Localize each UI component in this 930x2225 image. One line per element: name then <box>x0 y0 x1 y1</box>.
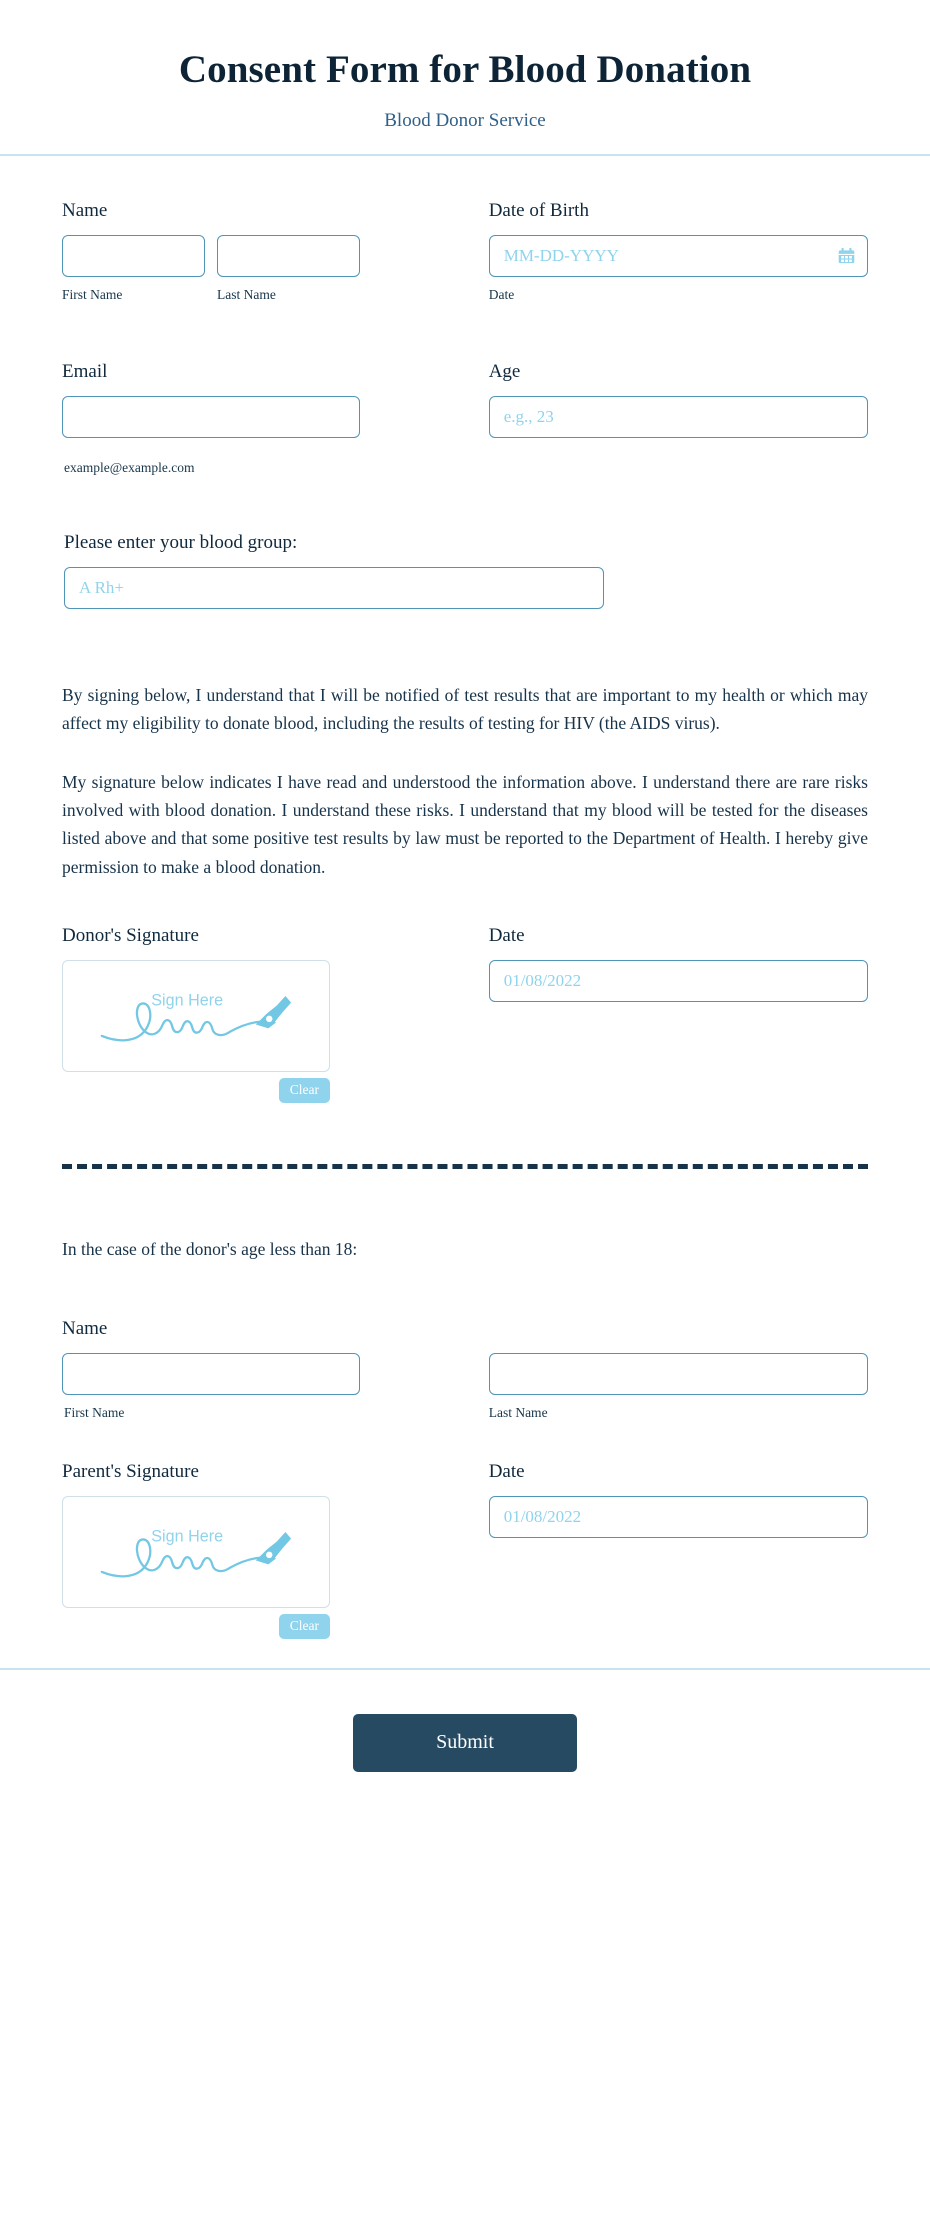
svg-text:Sign Here: Sign Here <box>151 991 224 1010</box>
form-header <box>0 0 930 156</box>
first-name-input[interactable] <box>62 235 205 277</box>
last-name-sublabel: Last Name <box>217 286 276 302</box>
donor-date-group <box>489 925 868 1072</box>
donor-signature-pad[interactable] <box>62 960 330 1072</box>
donor-signature-row <box>62 924 868 1097</box>
name-dob-row <box>62 200 868 303</box>
last-name-input[interactable] <box>217 235 360 277</box>
blood-group-section <box>62 532 868 609</box>
donor-signature-label: Donor's Signature <box>62 924 199 946</box>
donor-date-label: Date <box>488 924 525 946</box>
pen-nib-icon <box>96 1513 296 1591</box>
parent-signature-clear-button[interactable]: Clear <box>279 1614 330 1639</box>
blood-group-label: Please enter your blood group: <box>64 531 298 553</box>
minor-last-name-spacer-label <box>489 1318 868 1341</box>
minor-name-group <box>62 1318 475 1421</box>
consent-text-block <box>62 681 868 881</box>
name-label: Name <box>62 199 108 221</box>
parent-signature-group <box>62 1460 475 1633</box>
pen-nib-icon <box>96 977 296 1055</box>
spacer <box>62 156 868 200</box>
parent-signature-row <box>62 1460 868 1633</box>
email-sublabel: example@example.com <box>64 459 195 475</box>
minor-name-row <box>62 1318 868 1421</box>
minor-donor-note: In the case of the donor's age less than 18: <box>62 1238 358 1259</box>
email-label: Email <box>62 360 108 382</box>
parent-date-group <box>489 1461 868 1608</box>
parent-signature-label: Parent's Signature <box>62 1460 199 1482</box>
donor-date-input[interactable] <box>489 960 868 1002</box>
minor-first-name-input[interactable] <box>62 1353 360 1395</box>
date-of-birth-input[interactable] <box>489 235 868 277</box>
donor-signature-clear-button[interactable]: Clear <box>279 1078 330 1103</box>
minor-last-name-sublabel: Last Name <box>488 1404 548 1420</box>
parent-signature-pad[interactable] <box>62 1496 330 1608</box>
email-input[interactable] <box>62 396 360 438</box>
dob-sublabel: Date <box>488 286 515 302</box>
parent-date-input[interactable] <box>489 1496 868 1538</box>
name-group <box>62 200 475 303</box>
consent-paragraph-1: By signing below, I understand that I will be notified of test results that are important to my health or which may affect my eligibility to donate blood, including the results of testing for HIV (the AIDS virus). <box>62 684 868 734</box>
submit-button[interactable]: Submit <box>353 1714 577 1772</box>
svg-text:Sign Here: Sign Here <box>151 1527 224 1546</box>
minor-first-name-sublabel: First Name <box>64 1404 125 1420</box>
page-title: Consent Form for Blood Donation <box>178 48 752 91</box>
donor-signature-group <box>62 924 475 1097</box>
blood-group-input[interactable] <box>64 567 604 609</box>
submit-area <box>0 1670 930 1772</box>
parent-date-label: Date <box>488 1460 525 1482</box>
age-label: Age <box>488 360 521 382</box>
dob-label: Date of Birth <box>488 199 589 221</box>
minor-name-label: Name <box>62 1317 108 1339</box>
age-group <box>489 361 868 476</box>
email-group <box>62 361 475 476</box>
consent-paragraph-2: My signature below indicates I have read and understood the information above. I understand there are rare risks involved with blood donation. I understand these risks. I understand that my blood will be tested for the diseases listed above and that some positive test results by law must be reported to the Department of Health. I hereby give permission to make a blood donation. <box>62 771 868 877</box>
dob-group <box>489 200 868 303</box>
first-name-sublabel: First Name <box>62 286 123 302</box>
spacer <box>62 303 868 361</box>
minor-last-name-group <box>489 1318 868 1421</box>
minor-last-name-input[interactable] <box>489 1353 868 1395</box>
age-input[interactable] <box>489 396 868 438</box>
section-divider-dashed <box>62 1164 868 1169</box>
email-age-row <box>62 361 868 476</box>
page-subtitle: Blood Donor Service <box>384 109 546 131</box>
